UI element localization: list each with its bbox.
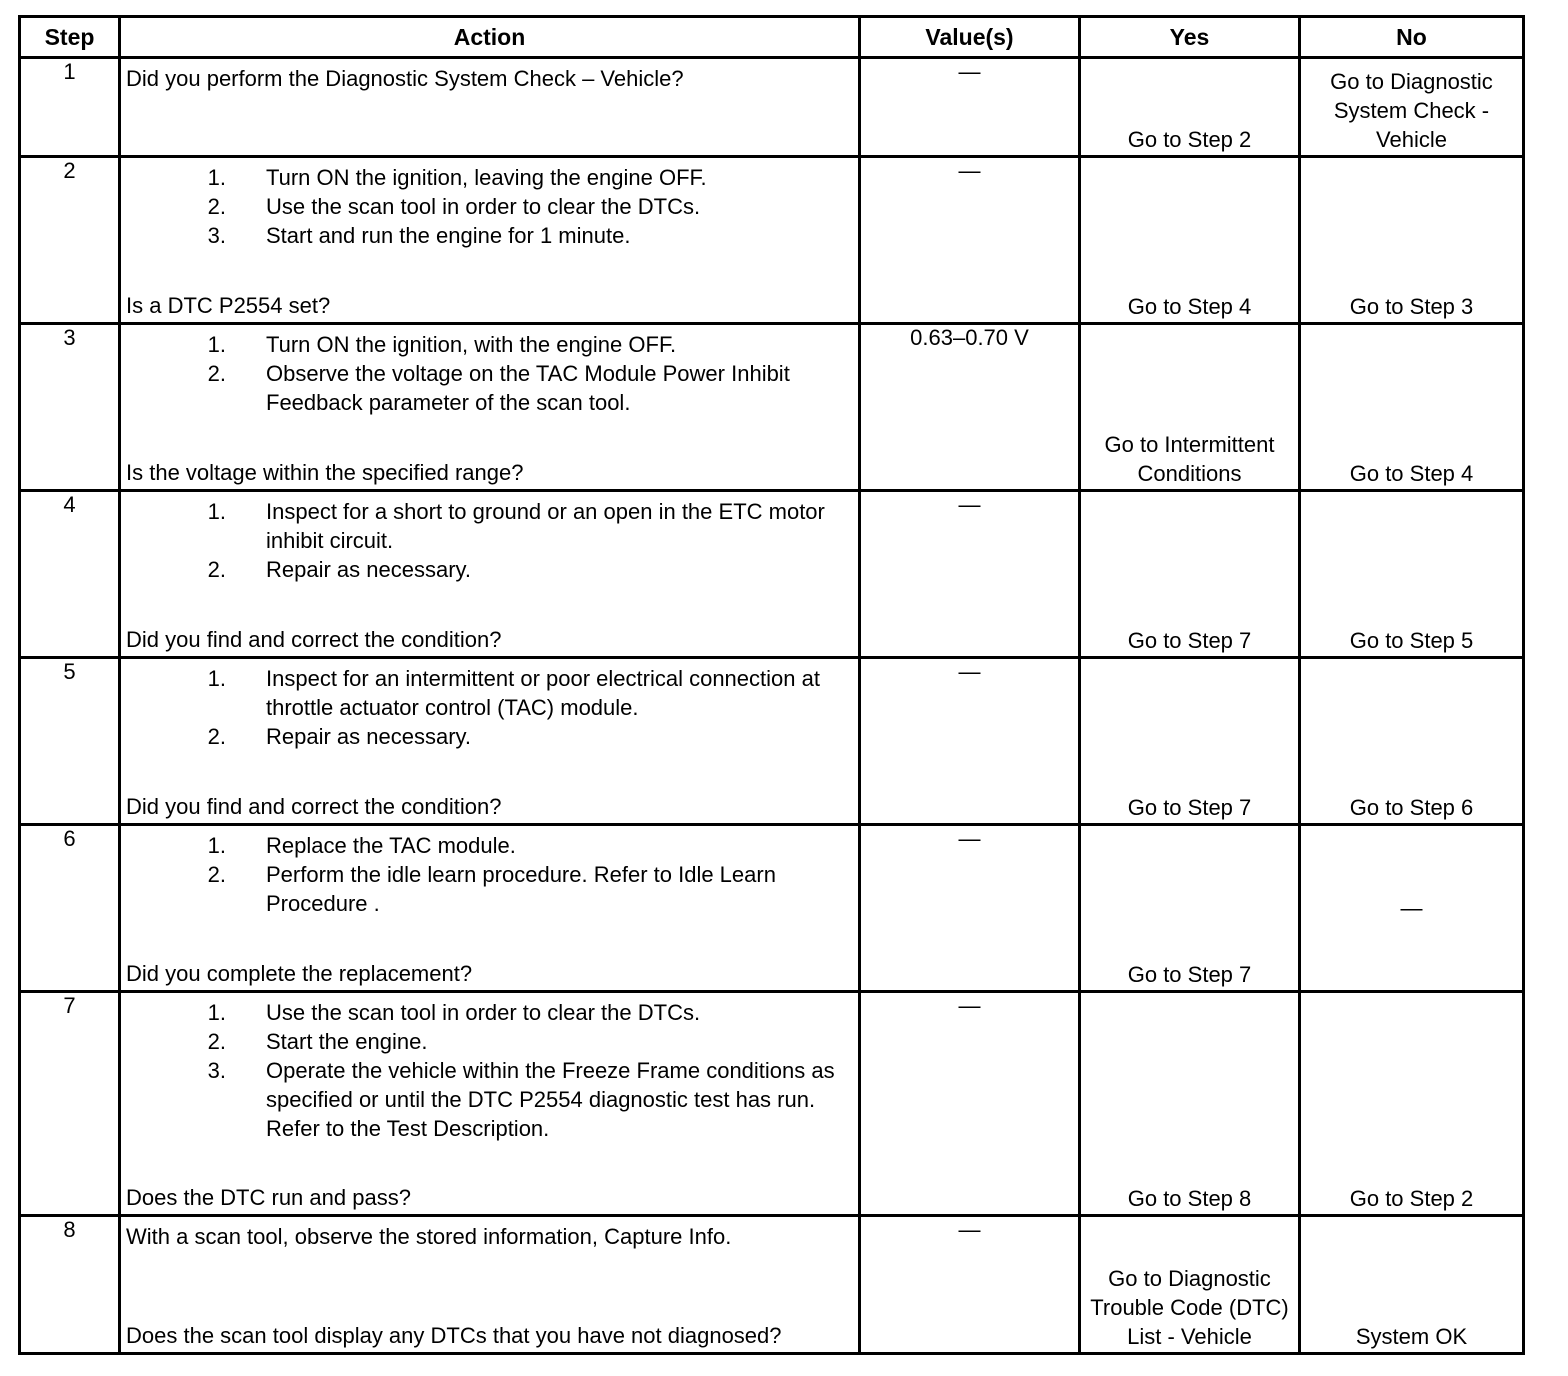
step-number: 3 — [20, 324, 120, 491]
yes-cell — [1080, 992, 1300, 1216]
table-row — [20, 58, 1524, 157]
value-cell: — — [860, 825, 1080, 992]
no-cell — [1300, 825, 1524, 992]
no-text: Go to Step 6 — [1349, 795, 1474, 820]
list-item — [126, 497, 852, 555]
action-intro: With a scan tool, observe the stored information, Capture Info. — [126, 1224, 732, 1249]
item-text: Turn ON the ignition, with the engine OFF. — [266, 332, 677, 357]
list-item — [126, 330, 852, 359]
action-cell — [120, 58, 860, 157]
header-action: Action — [120, 17, 860, 58]
item-number: 1. — [207, 666, 226, 691]
action-cell — [120, 825, 860, 992]
no-cell — [1300, 992, 1524, 1216]
list-item — [126, 860, 852, 918]
item-text: Inspect for an intermittent or poor electrical connection at throttle actuator control (TAC) module. — [266, 666, 820, 720]
table-row — [20, 992, 1524, 1216]
action-question: Does the DTC run and pass? — [126, 1185, 411, 1210]
item-number: 3. — [207, 1058, 226, 1083]
no-text: Go to Step 5 — [1349, 628, 1474, 653]
table-row — [20, 491, 1524, 658]
yes-cell — [1080, 1216, 1300, 1354]
action-steps — [126, 998, 852, 1143]
item-text: Operate the vehicle within the Freeze Frame conditions as specified or until the DTC P2554 diagnostic test has run. Refer to the Test Description. — [266, 1058, 835, 1141]
action-question: Did you complete the replacement? — [126, 961, 473, 986]
header-row — [20, 17, 1524, 58]
yes-text: Go to Intermittent Conditions — [1104, 432, 1275, 486]
yes-text: Go to Step 7 — [1127, 628, 1252, 653]
value-cell: 0.63–0.70 V — [860, 324, 1080, 491]
list-item — [126, 1027, 852, 1056]
step-number: 7 — [20, 992, 120, 1216]
value-cell: — — [860, 157, 1080, 324]
list-item — [126, 221, 852, 250]
list-item — [126, 163, 852, 192]
value-cell: — — [860, 992, 1080, 1216]
action-steps — [126, 831, 852, 918]
item-number: 3. — [207, 223, 226, 248]
item-text: Perform the idle learn procedure. Refer to Idle Learn Procedure . — [266, 862, 776, 916]
no-cell — [1300, 58, 1524, 157]
header-step: Step — [20, 17, 120, 58]
no-text: Go to Step 3 — [1349, 294, 1474, 319]
item-number: 1. — [207, 833, 226, 858]
value-cell: — — [860, 58, 1080, 157]
yes-text: Go to Step 7 — [1127, 795, 1252, 820]
item-number: 1. — [207, 499, 226, 524]
no-cell — [1300, 491, 1524, 658]
list-item — [126, 722, 852, 751]
no-text: — — [1400, 895, 1423, 921]
header-yes: Yes — [1080, 17, 1300, 58]
item-text: Repair as necessary. — [266, 557, 472, 582]
header-values: Value(s) — [860, 17, 1080, 58]
no-text: Go to Step 4 — [1349, 461, 1474, 486]
step-number: 1 — [20, 58, 120, 157]
diagnostic-table — [18, 15, 1525, 1355]
yes-cell — [1080, 58, 1300, 157]
yes-cell — [1080, 157, 1300, 324]
list-item — [126, 831, 852, 860]
item-text: Start the engine. — [266, 1029, 428, 1054]
item-number: 2. — [207, 1029, 226, 1054]
table-row — [20, 324, 1524, 491]
item-text: Replace the TAC module. — [266, 833, 516, 858]
no-cell — [1300, 658, 1524, 825]
no-text: Go to Diagnostic System Check - Vehicle — [1330, 69, 1493, 152]
yes-cell — [1080, 825, 1300, 992]
yes-cell — [1080, 324, 1300, 491]
table-row — [20, 658, 1524, 825]
value-cell: — — [860, 491, 1080, 658]
action-cell — [120, 992, 860, 1216]
item-text: Use the scan tool in order to clear the DTCs. — [266, 1000, 701, 1025]
value-cell: — — [860, 1216, 1080, 1354]
item-text: Repair as necessary. — [266, 724, 472, 749]
table-row — [20, 157, 1524, 324]
list-item — [126, 664, 852, 722]
action-cell — [120, 491, 860, 658]
step-number: 6 — [20, 825, 120, 992]
yes-text: Go to Step 4 — [1127, 294, 1252, 319]
table-row — [20, 1216, 1524, 1354]
item-text: Inspect for a short to ground or an open in the ETC motor inhibit circuit. — [266, 499, 825, 553]
item-number: 2. — [207, 724, 226, 749]
list-item — [126, 359, 852, 417]
action-steps — [126, 664, 852, 751]
yes-text: Go to Diagnostic Trouble Code (DTC) List - Vehicle — [1090, 1266, 1289, 1349]
action-question: Does the scan tool display any DTCs that you have not diagnosed? — [126, 1323, 782, 1348]
yes-cell — [1080, 658, 1300, 825]
action-steps — [126, 330, 852, 417]
header-no: No — [1300, 17, 1524, 58]
item-number: 2. — [207, 361, 226, 386]
item-number: 1. — [207, 165, 226, 190]
no-cell — [1300, 1216, 1524, 1354]
action-intro: Did you perform the Diagnostic System Check – Vehicle? — [126, 66, 684, 91]
no-text: Go to Step 2 — [1349, 1186, 1474, 1211]
step-number: 8 — [20, 1216, 120, 1354]
action-question: Is the voltage within the specified range? — [126, 460, 524, 485]
step-number: 5 — [20, 658, 120, 825]
value-cell: — — [860, 658, 1080, 825]
step-number: 4 — [20, 491, 120, 658]
item-text: Turn ON the ignition, leaving the engine OFF. — [266, 165, 707, 190]
item-number: 2. — [207, 557, 226, 582]
action-cell — [120, 324, 860, 491]
action-cell — [120, 1216, 860, 1354]
action-cell — [120, 658, 860, 825]
item-number: 1. — [207, 332, 226, 357]
list-item — [126, 1056, 852, 1143]
yes-text: Go to Step 8 — [1127, 1186, 1252, 1211]
list-item — [126, 192, 852, 221]
action-question: Did you find and correct the condition? — [126, 794, 502, 819]
yes-text: Go to Step 2 — [1127, 127, 1252, 152]
no-cell — [1300, 157, 1524, 324]
item-text: Observe the voltage on the TAC Module Power Inhibit Feedback parameter of the scan tool. — [266, 361, 790, 415]
no-cell — [1300, 324, 1524, 491]
list-item — [126, 998, 852, 1027]
action-question: Did you find and correct the condition? — [126, 627, 502, 652]
no-text: System OK — [1355, 1324, 1468, 1349]
action-steps — [126, 163, 852, 250]
list-item — [126, 555, 852, 584]
item-number: 2. — [207, 862, 226, 887]
item-text: Use the scan tool in order to clear the DTCs. — [266, 194, 701, 219]
yes-cell — [1080, 491, 1300, 658]
action-question: Is a DTC P2554 set? — [126, 293, 331, 318]
action-steps — [126, 497, 852, 584]
yes-text: Go to Step 7 — [1127, 962, 1252, 987]
item-text: Start and run the engine for 1 minute. — [266, 223, 631, 248]
table-row — [20, 825, 1524, 992]
item-number: 2. — [207, 194, 226, 219]
action-cell — [120, 157, 860, 324]
item-number: 1. — [207, 1000, 226, 1025]
step-number: 2 — [20, 157, 120, 324]
